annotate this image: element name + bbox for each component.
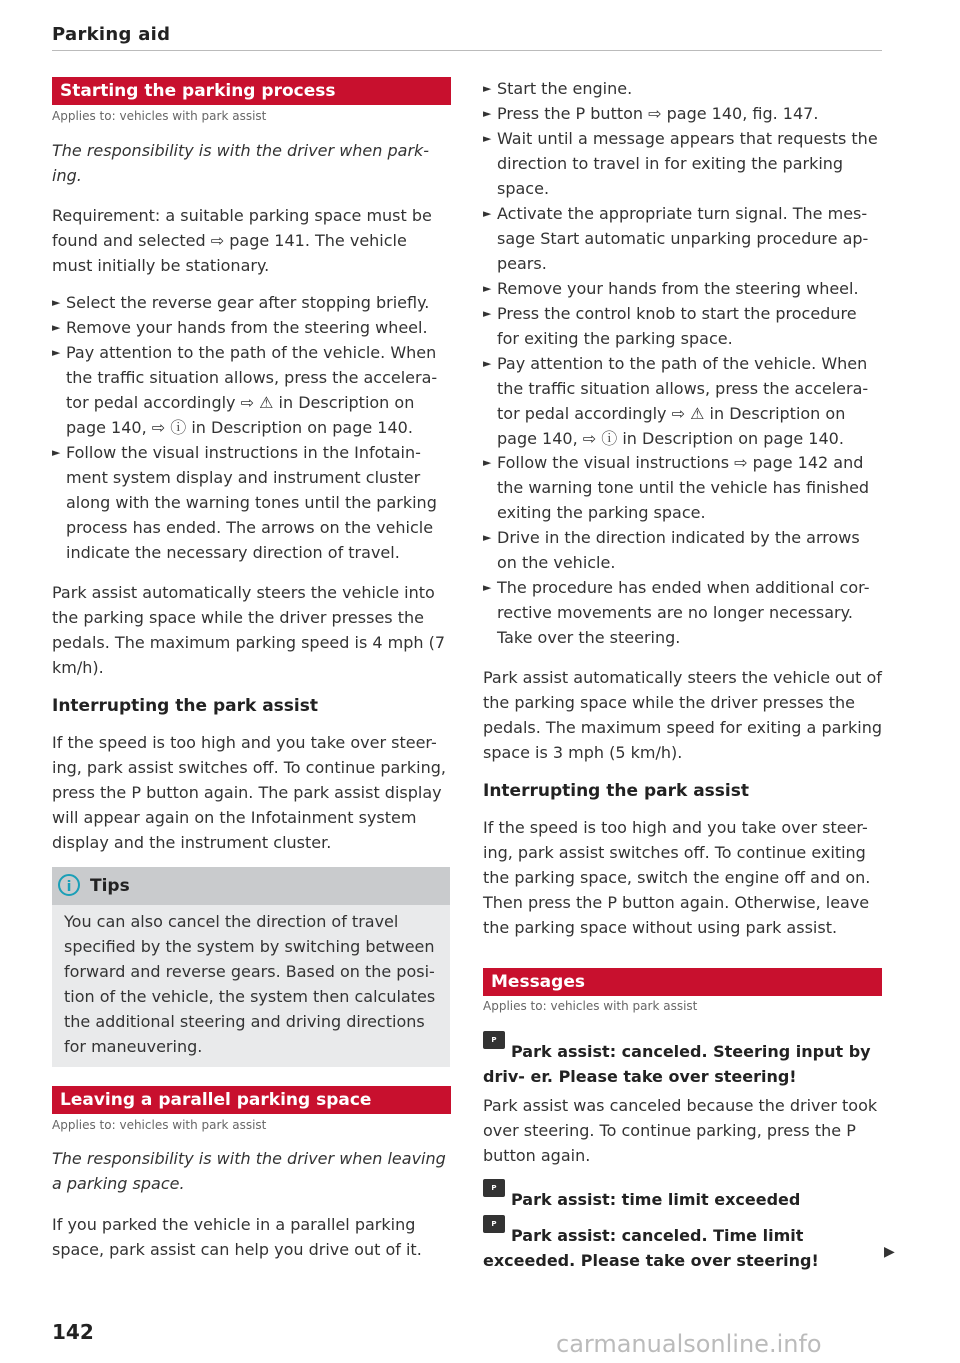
step-item: ► Drive in the direction indicated by the arrows on the vehicle. (483, 525, 883, 575)
message-description: Park assist was canceled because the driver took over steering. To continue parking, press the P button again. (483, 1096, 878, 1165)
bullet-triangle-icon: ► (483, 357, 492, 370)
park-assist-off-icon: P OFF (483, 1179, 505, 1197)
tips-header (52, 867, 450, 905)
interrupting-text: If the speed is too high and you take over steer- ing, park assist switches off. To continue exiting the parking space, switch the engine off and on. Then press the P button again. Otherwise, leave the parking space without using park assist. (483, 818, 871, 937)
message-heading: P OFF Park assist: canceled. Time limit exceeded. Please take over steering! (483, 1215, 883, 1273)
watermark: carmanualsonline.info (556, 1330, 822, 1358)
section-title-starting: Starting the parking process (52, 77, 451, 105)
tips-label: Tips (90, 876, 130, 896)
page-number: 142 (52, 1320, 94, 1344)
step-item: ► Pay attention to the path of the vehicle. When the traffic situation allows, press the accelera- tor pedal accordingly ⇨ ⚠ in Description on page 140, ⇨ ⓘ in Description on page 140. (483, 351, 883, 451)
parallel-parking-text: If you parked the vehicle in a parallel parking space, park assist can help you drive out of it. (52, 1215, 422, 1259)
park-assist-off-icon: P OFF (483, 1031, 505, 1049)
step-item: ► Activate the appropriate turn signal. The mes- sage Start automatic unparking procedure ap- pears. (483, 201, 883, 276)
running-header-title: Parking aid (52, 24, 171, 45)
bullet-triangle-icon: ► (52, 296, 61, 309)
bullet-triangle-icon: ► (483, 581, 492, 594)
bullet-triangle-icon: ► (483, 282, 492, 295)
continue-arrow-icon: ▶ (884, 1244, 895, 1260)
subheading-interrupting: Interrupting the park assist (52, 696, 318, 716)
bullet-triangle-icon: ► (483, 82, 492, 95)
park-assist-off-icon: P OFF (483, 1215, 505, 1233)
step-item: ► Press the P button ⇨ page 140, fig. 147. (483, 101, 883, 126)
bullet-triangle-icon: ► (52, 321, 61, 334)
info-icon: i (58, 874, 80, 896)
interrupting-text: If the speed is too high and you take over steer- ing, park assist switches off. To continue parking, press the P button again. The park assist display will appear again on the Infotainment system display and the instrument cluster. (52, 733, 446, 852)
step-item: ► Remove your hands from the steering wheel. (52, 315, 452, 340)
step-item: ► Pay attention to the path of the vehicle. When the traffic situation allows, press the accelera- tor pedal accordingly ⇨ ⚠ in Description on page 140, ⇨ ⓘ in Description on page 140. (52, 340, 452, 440)
message-heading: P OFF Park assist: canceled. Steering input by driv- er. Please take over steering! (483, 1031, 883, 1089)
auto-steer-text: Park assist automatically steers the vehicle into the parking space while the driver presses the pedals. The maximum parking speed is 4 mph (7 km/h). (52, 583, 446, 677)
bullet-triangle-icon: ► (483, 107, 492, 120)
applies-to-note: Applies to: vehicles with park assist (52, 109, 267, 123)
message-heading: P OFF Park assist: time limit exceeded (483, 1179, 883, 1212)
bullet-triangle-icon: ► (483, 456, 492, 469)
applies-to-note: Applies to: vehicles with park assist (52, 1118, 267, 1132)
responsibility-note: The responsibility is with the driver when leaving a parking space. (52, 1149, 446, 1193)
step-item: ► Wait until a message appears that requests the direction to travel in for exiting the parking space. (483, 126, 883, 201)
bullet-triangle-icon: ► (52, 346, 61, 359)
step-item: ► Follow the visual instructions in the Infotain- ment system display and instrument cluster along with the warning tones until the parking process has ended. The arrows on the vehicle indicate the necessary direction of travel. (52, 440, 452, 565)
auto-steer-exit-text: Park assist automatically steers the vehicle out of the parking space while the driver presses the pedals. The maximum speed for exiting a parking space is 3 mph (5 km/h). (483, 668, 882, 762)
step-item: ► Select the reverse gear after stopping briefly. (52, 290, 452, 315)
responsibility-note: The responsibility is with the driver when park- ing. (52, 141, 430, 185)
bullet-triangle-icon: ► (483, 307, 492, 320)
header-divider (52, 50, 882, 51)
bullet-triangle-icon: ► (483, 531, 492, 544)
step-item: ► Follow the visual instructions ⇨ page 142 and the warning tone until the vehicle has finished exiting the parking space. (483, 450, 883, 525)
section-title-messages: Messages (483, 968, 882, 996)
step-item: ► Press the control knob to start the procedure for exiting the parking space. (483, 301, 883, 351)
bullet-triangle-icon: ► (52, 446, 61, 459)
step-item: ► The procedure has ended when additional cor- rective movements are no longer necessary. Take over the steering. (483, 575, 883, 650)
tips-box (52, 867, 450, 1067)
tips-text: You can also cancel the direction of travel specified by the system by switching between forward and reverse gears. Based on the posi- tion of the vehicle, the system then calculates the additional steering and driving directions for maneuvering. (64, 912, 436, 1056)
section-title-leaving: Leaving a parallel parking space (52, 1086, 451, 1114)
requirement-text: Requirement: a suitable parking space must be found and selected ⇨ page 141. The vehicle must initially be stationary. (52, 206, 432, 275)
subheading-interrupting: Interrupting the park assist (483, 781, 749, 801)
step-item: ► Start the engine. (483, 76, 883, 101)
step-item: ► Remove your hands from the steering wheel. (483, 276, 883, 301)
bullet-triangle-icon: ► (483, 207, 492, 220)
bullet-triangle-icon: ► (483, 132, 492, 145)
applies-to-note: Applies to: vehicles with park assist (483, 999, 698, 1013)
